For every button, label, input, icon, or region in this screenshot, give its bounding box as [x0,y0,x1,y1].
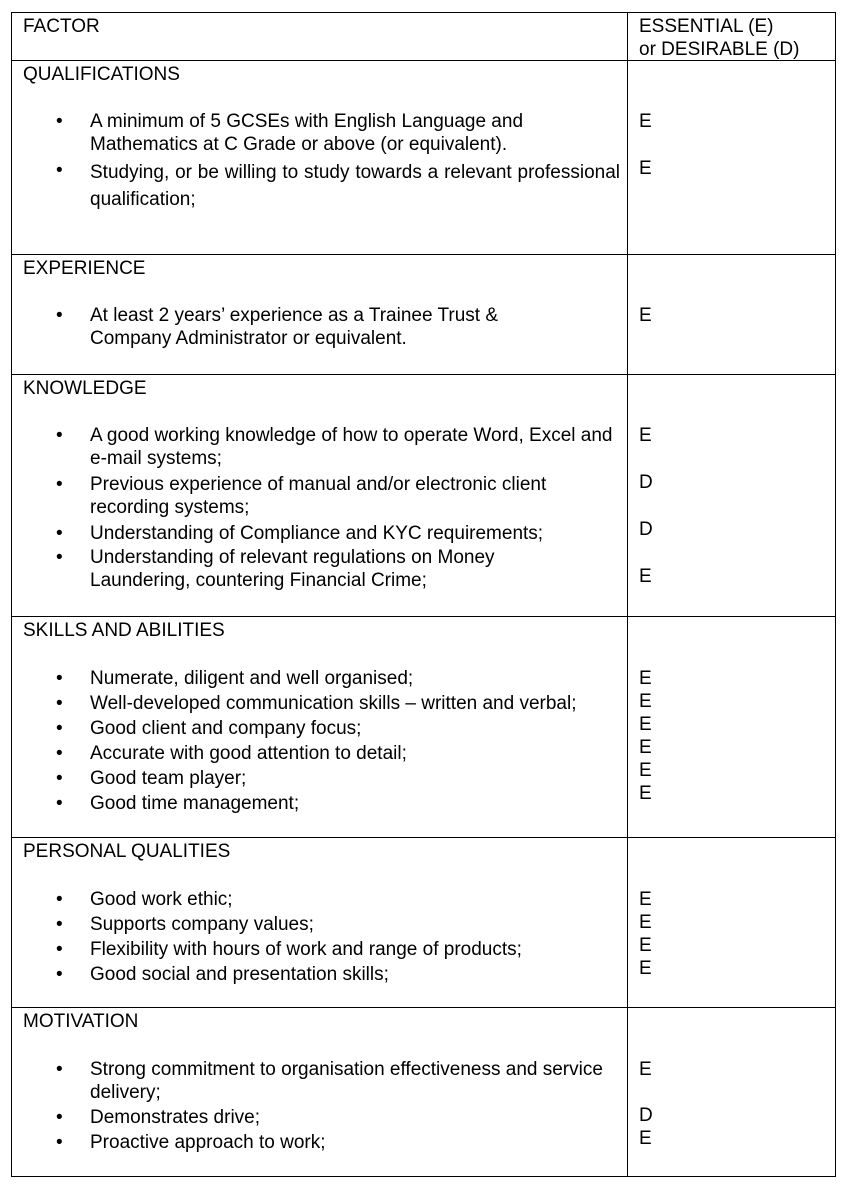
row-divider [12,616,835,617]
bullet: • [56,693,63,714]
bullet: • [56,305,63,326]
bullet: • [56,889,63,910]
bullet: • [56,914,63,935]
list-item: Supports company values; [90,914,314,935]
list-item: Good client and company focus; [90,718,362,739]
bullet: • [56,793,63,814]
list-item: Flexibility with hours of work and range of products; [90,939,522,960]
section-title-motivation: MOTIVATION [23,1011,139,1032]
bullet: • [56,939,63,960]
row-divider [12,1007,835,1008]
bullet: • [56,111,63,132]
list-item: Strong commitment to organisation effectiveness and service delivery; [90,1059,603,1103]
bullet: • [56,547,63,568]
list-item: Well-developed communication skills – written and verbal; [90,693,577,714]
list-item: Understanding of Compliance and KYC requirements; [90,523,544,544]
requirement-code: E [639,305,652,326]
requirement-code: E [639,425,652,446]
requirement-code: E [639,737,652,758]
row-divider [12,254,835,255]
bullet: • [56,523,63,544]
list-item: Accurate with good attention to detail; [90,743,407,764]
bullet: • [56,964,63,985]
requirement-code: E [639,111,652,132]
list-item: Good time management; [90,793,300,814]
list-item: A minimum of 5 GCSEs with English Language and Mathematics at C Grade or above (or equivalent). [90,111,524,155]
bullet: • [56,160,63,181]
essential-header-line1: ESSENTIAL (E) [639,16,774,37]
requirement-code: E [639,691,652,712]
requirement-code: E [639,889,652,910]
bullet: • [56,1107,63,1128]
requirement-code: E [639,668,652,689]
requirement-code: E [639,760,652,781]
requirement-code: E [639,935,652,956]
row-divider [12,374,835,375]
requirement-code: E [639,566,652,587]
section-title-personal-qualities: PERSONAL QUALITIES [23,841,231,862]
list-item: Demonstrates drive; [90,1107,261,1128]
essential-header-line2: or DESIRABLE (D) [639,39,800,60]
list-item: Good social and presentation skills; [90,964,389,985]
requirement-code: E [639,1128,652,1149]
requirement-code: E [639,158,652,179]
list-item: Numerate, diligent and well organised; [90,668,414,689]
requirement-code: E [639,912,652,933]
list-item: At least 2 years’ experience as a Trainee Trust & Company Administrator or equivalent. [90,305,498,349]
requirement-code: D [639,472,653,493]
requirement-code: E [639,714,652,735]
requirement-code: E [639,958,652,979]
list-item: Previous experience of manual and/or electronic client recording systems; [90,474,547,518]
list-item: Studying, or be willing to study towards a relevant professional qualification; [90,162,620,210]
list-item: Good work ethic; [90,889,233,910]
list-item: Good team player; [90,768,247,789]
row-divider [12,837,835,838]
list-item: A good working knowledge of how to operate Word, Excel and e-mail systems; [90,425,613,469]
section-title-experience: EXPERIENCE [23,258,146,279]
section-title-skills-and-abilities: SKILLS AND ABILITIES [23,620,225,641]
bullet: • [56,1132,63,1153]
person-specification-table [11,12,836,1177]
bullet: • [56,668,63,689]
requirement-code: E [639,1059,652,1080]
list-item: Proactive approach to work; [90,1132,326,1153]
list-item: Understanding of relevant regulations on Money Laundering, countering Financial Crime; [90,547,495,591]
bullet: • [56,743,63,764]
section-title-qualifications: QUALIFICATIONS [23,64,180,85]
requirement-code: E [639,783,652,804]
section-title-knowledge: KNOWLEDGE [23,378,147,399]
column-divider [627,13,628,1176]
bullet: • [56,1059,63,1080]
requirement-code: D [639,519,653,540]
bullet: • [56,474,63,495]
requirement-code: D [639,1105,653,1126]
bullet: • [56,718,63,739]
bullet: • [56,425,63,446]
bullet: • [56,768,63,789]
factor-header: FACTOR [23,16,100,37]
